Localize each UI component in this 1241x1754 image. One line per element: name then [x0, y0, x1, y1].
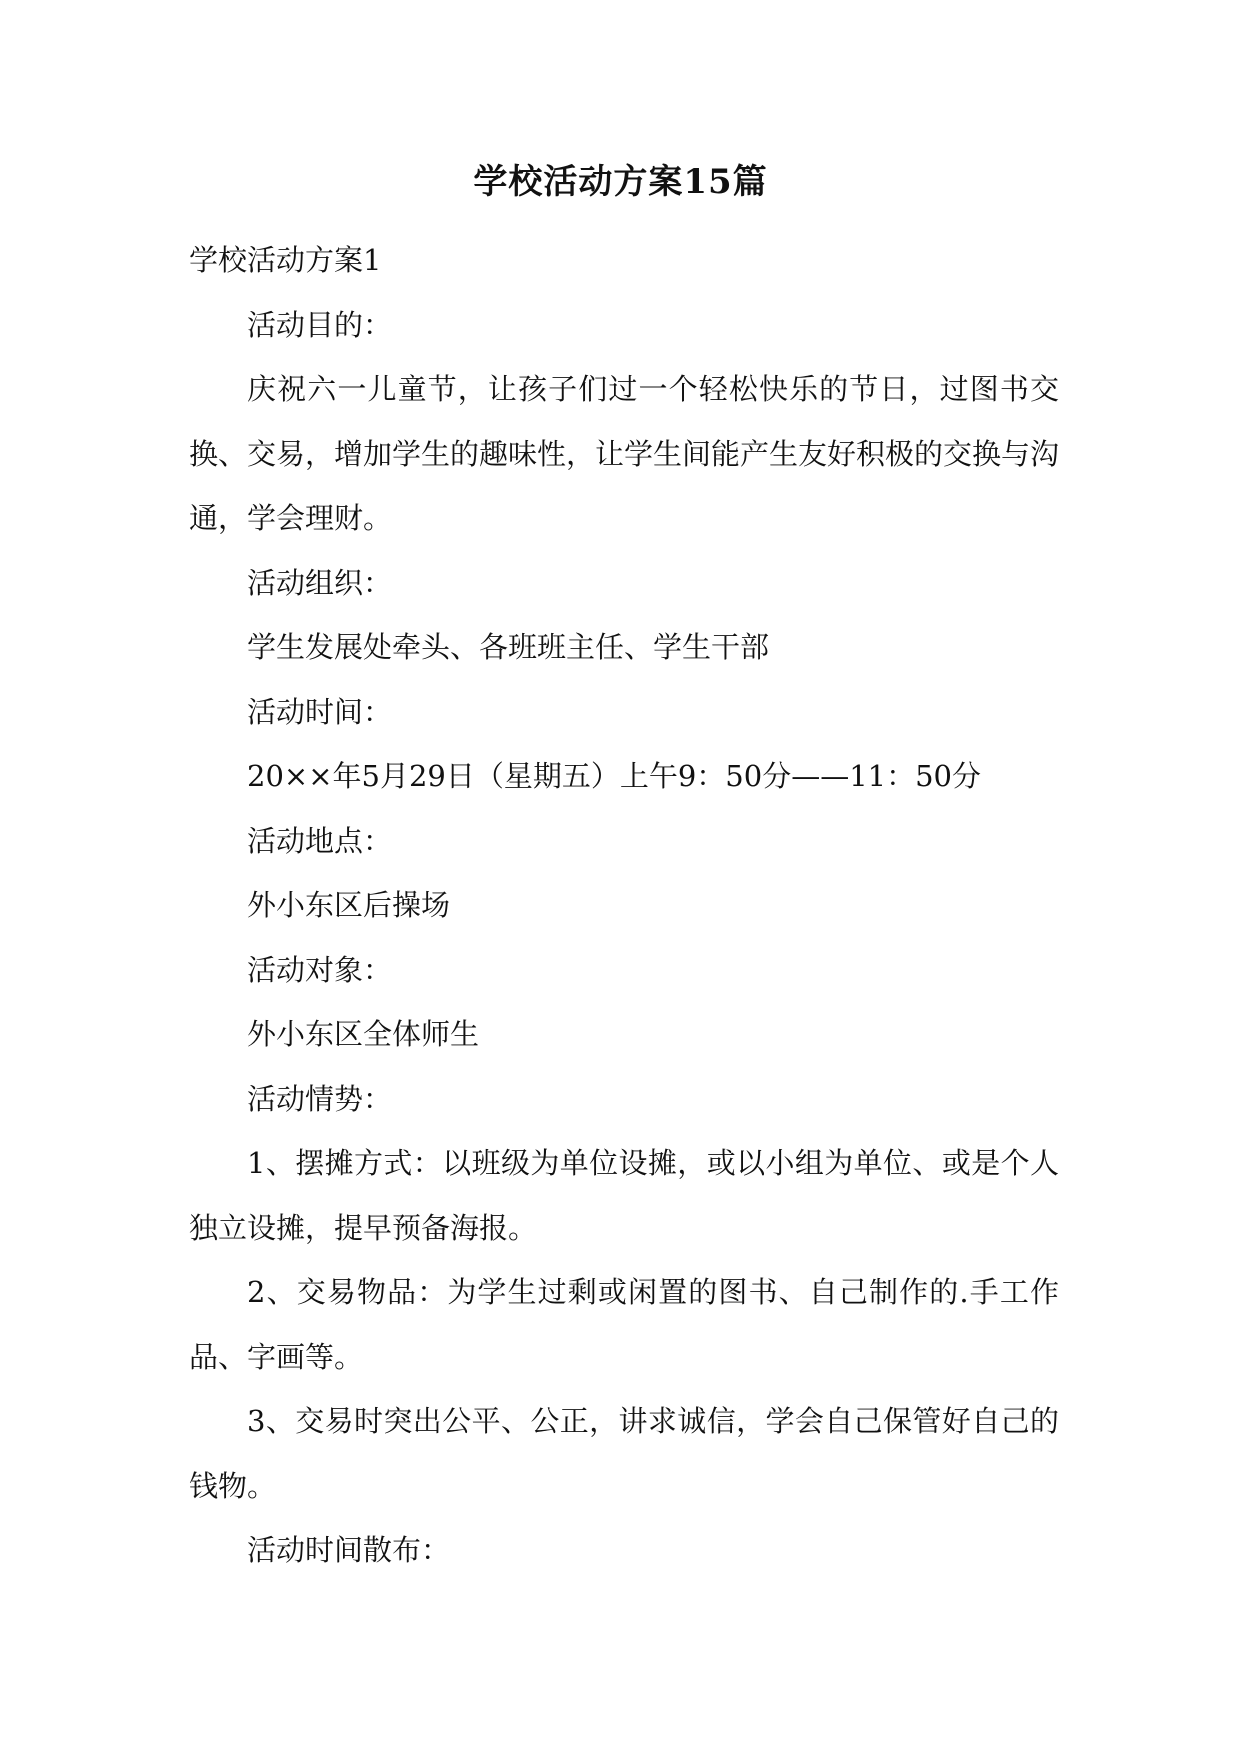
paragraph: 活动时间散布： [247, 1533, 451, 1567]
paragraph: 活动地点： [247, 823, 393, 858]
document-body [189, 228, 1059, 1583]
paragraph: 庆祝六一儿童节，让孩子们过一个轻松快乐的节日，过图书交换、交易，增加学生的趣味性，让学生间能产生友好积极的交换与沟通，学会理财。 [189, 372, 1060, 535]
document-title: 学校活动方案15篇 [473, 162, 768, 202]
paragraph: 活动情势： [247, 1081, 393, 1116]
paragraph: 3、交易时突出公平、公正，讲求诚信，学会自己保管好自己的钱物。 [189, 1404, 1059, 1503]
paragraph: 活动对象： [247, 952, 393, 987]
paragraph: 20××年5月29日（星期五）上午9：50分——11：50分 [247, 759, 982, 793]
paragraph: 外小东区全体师生 [247, 1017, 480, 1051]
paragraph: 外小东区后操场 [247, 888, 451, 922]
paragraph: 活动目的： [247, 307, 393, 342]
paragraph: 活动时间： [247, 694, 393, 729]
paragraph: 活动组织： [247, 565, 393, 600]
section-heading: 学校活动方案1 [189, 243, 382, 277]
paragraph: 1、摆摊方式：以班级为单位设摊，或以小组为单位、或是个人独立设摊，提早预备海报。 [189, 1146, 1059, 1245]
paragraph: 学生发展处牵头、各班班主任、学生干部 [247, 630, 770, 664]
paragraph: 2、交易物品：为学生过剩或闲置的图书、自己制作的.手工作品、字画等。 [189, 1275, 1059, 1374]
